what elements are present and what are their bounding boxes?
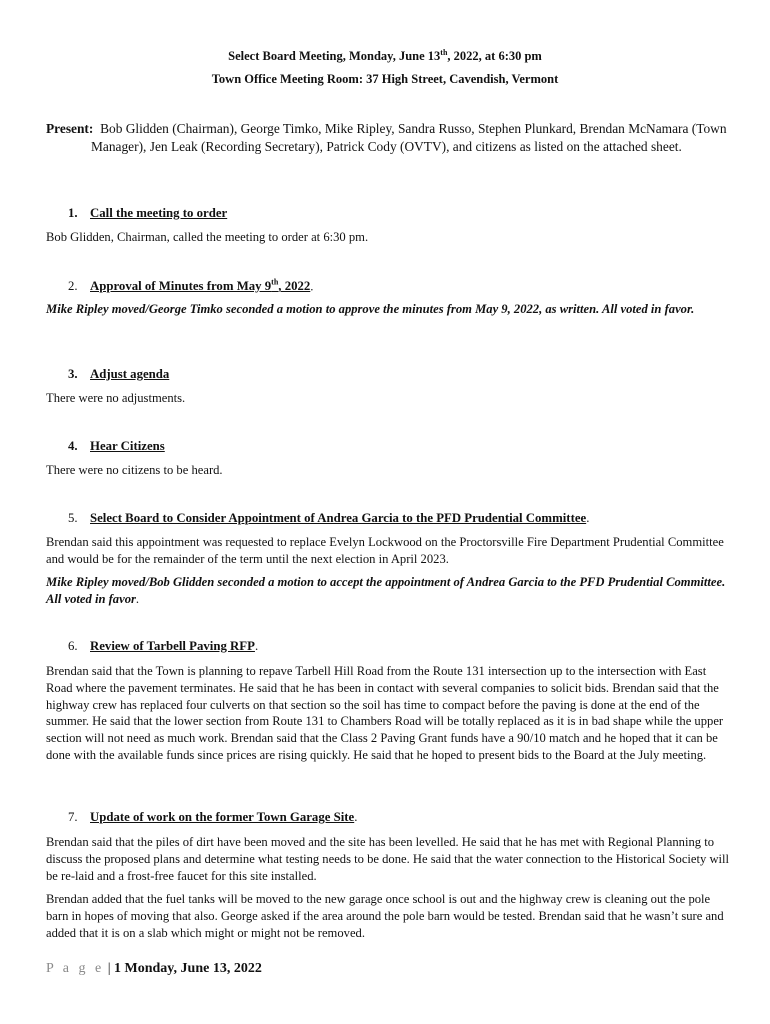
section-4-heading: 4. Hear Citizens bbox=[68, 439, 165, 453]
attendees-list: Bob Glidden (Chairman), George Timko, Mike Ripley, Sandra Russo, Stephen Plunkard, Brendan McNamara (Town Manager), Jen Leak (Recording Secretary), Patrick Cody (OVTV), and citizens as listed on the attached sheet. bbox=[91, 121, 727, 154]
section-4-body: There were no citizens to be heard. bbox=[46, 463, 223, 477]
page-footer: P a g e | 1 Monday, June 13, 2022 bbox=[46, 961, 262, 976]
page-number: 1 bbox=[114, 961, 122, 976]
section-2-heading: 2. Approval of Minutes from May 9th, 2022. bbox=[68, 278, 314, 294]
section-1-heading: 1. Call the meeting to order bbox=[68, 206, 228, 220]
section-2-motion: Mike Ripley moved/George Timko seconded a motion to approve the minutes from May 9, 2022, as written. All voted in favor. bbox=[46, 302, 695, 316]
section-3-body: There were no adjustments. bbox=[46, 391, 186, 405]
section-5-body: Brendan said this appointment was requested to replace Evelyn Lockwood on the Proctorsville Fire Department Prudential Committee and would be for the remainder of the term until the next election in April 2023. bbox=[46, 535, 724, 566]
meeting-location: Town Office Meeting Room: 37 High Street, Cavendish, Vermont bbox=[211, 72, 559, 86]
page-label: P a g e bbox=[46, 961, 105, 976]
section-5-heading: 5. Select Board to Consider Appointment of Andrea Garcia to the PFD Prudential Committee. bbox=[68, 511, 590, 525]
section-5-motion: Mike Ripley moved/Bob Glidden seconded a motion to accept the appointment of Andrea Garcia to the PFD Prudential Committee. All voted in favor. bbox=[46, 575, 726, 606]
footer-date: Monday, June 13, 2022 bbox=[124, 961, 262, 976]
section-1-body: Bob Glidden, Chairman, called the meeting to order at 6:30 pm. bbox=[46, 230, 369, 244]
present-label: Present: bbox=[46, 121, 94, 136]
section-7-body-2: Brendan added that the fuel tanks will be moved to the new garage once school is out and the highway crew is cleaning out the pole barn in hopes of moving that also. George asked if the area around the pole barn would be tested. Brendan said that he wasn’t sure and added that it is on a slab which might or might not be removed. bbox=[46, 892, 724, 940]
section-7-heading: 7. Update of work on the former Town Garage Site. bbox=[68, 810, 358, 824]
section-7-body-1: Brendan said that the piles of dirt have been moved and the site has been levelled. He said that he has met with Regional Planning to discuss the proposed plans and determine what testing needs to be done. He said that the water connection to the Historical Society will be re-laid and a frost-free faucet for this site installed. bbox=[46, 835, 730, 883]
meeting-title: Select Board Meeting, Monday, June 13th, 2022, at 6:30 pm bbox=[228, 48, 542, 64]
section-6-heading: 6. Review of Tarbell Paving RFP. bbox=[68, 639, 259, 653]
attendees-paragraph bbox=[46, 120, 770, 156]
section-3-heading: 3. Adjust agenda bbox=[68, 367, 170, 381]
section-6-body: Brendan said that the Town is planning to repave Tarbell Hill Road from the Route 131 intersection up to the intersection with East Road where the pavement terminates. He said that he has been in contact with several companies to solicit bids. Brendan said that the highway crew has replaced four culverts on that section so the soil has time to compact before the paving is done at the end of the summer. He said that the lower section from Route 131 to Chambers Road will be totally replaced as it is in bad shape while the upper section will not need as much work. Brendan said that the Class 2 Paving Grant funds have a 90/10 match and he hoped that it can be done with the available funds since prices are rising quickly. He said that he hoped to present bids to the Board at the July meeting. bbox=[46, 664, 724, 762]
